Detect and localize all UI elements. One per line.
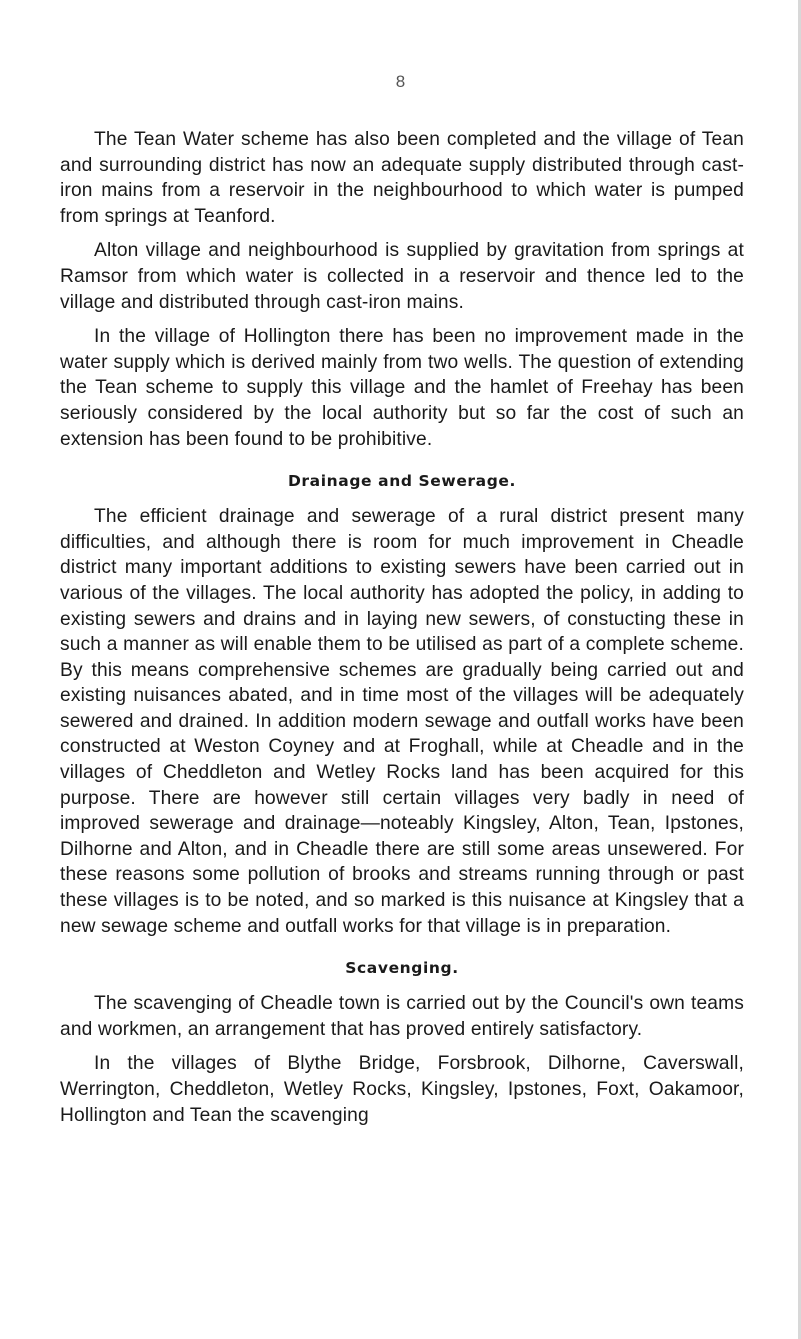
paragraph-hollington-water: In the village of Hollington there has been no improvement made in the water supply which is derived mainly from two wells. The question of extending the Tean scheme to supply this village and the hamlet of Freehay has been seriously considered by the local authority but so far the cost of such an extension has been found to be prohibitive. bbox=[60, 326, 744, 450]
heading-drainage-sewerage: Drainage and Sewerage. bbox=[287, 472, 517, 491]
page-number: 8 bbox=[395, 72, 406, 91]
paragraph-scavenging-cheadle: The scavenging of Cheadle town is carried out by the Council's own teams and workmen, an arrangement that has proved entirely satisfactory. bbox=[60, 993, 744, 1040]
paragraph-alton-water: Alton village and neighbourhood is supplied by gravitation from springs at Ramsor from which water is collected in a reservoir and thence led to the village and distributed through cast-iron mains. bbox=[60, 240, 744, 313]
body-text bbox=[60, 127, 744, 1128]
paragraph-tean-water: The Tean Water scheme has also been completed and the village of Tean and surrounding district has now an adequate supply distributed through cast-iron mains from a reservoir in the neighbourhood to which water is pumped from springs at Teanford. bbox=[60, 129, 744, 227]
paragraph-drainage: The efficient drainage and sewerage of a rural district present many difficulties, and although there is room for much improvement in Cheadle district many important additions to existing sewers have been carried out in various of the villages. The local authority has adopted the policy, in adding to existing sewers and drains and in laying new sewers, of constucting these in such a manner as will enable them to be utilised as part of a complete scheme. By this means comprehensive schemes are gradually being carried out and existing nuisances abated, and in time most of the villages will be adequately sewered and drained. In addition modern sewage and outfall works have been constructed at Weston Coyney and at Froghall, while at Cheadle and in the villages of Cheddleton and Wetley Rocks land has been acquired for this purpose. There are however still certain villages very badly in need of improved sewerage and drainage—noteably Kingsley, Alton, Tean, Ipstones, Dilhorne and Alton, and in Cheadle there are still some areas unsewered. For these reasons some pollution of brooks and streams running through or past these villages is to be noted, and so marked is this nuisance at Kingsley that a new sewage scheme and outfall works for that village is in preparation. bbox=[60, 506, 744, 937]
paragraph-scavenging-villages: In the villages of Blythe Bridge, Forsbrook, Dilhorne, Caverswall, Werrington, Cheddleton, Wetley Rocks, Kingsley, Ipstones, Foxt, Oakamoor, Hollington and Tean the scavenging bbox=[60, 1053, 744, 1126]
heading-scavenging: Scavenging. bbox=[345, 959, 459, 978]
